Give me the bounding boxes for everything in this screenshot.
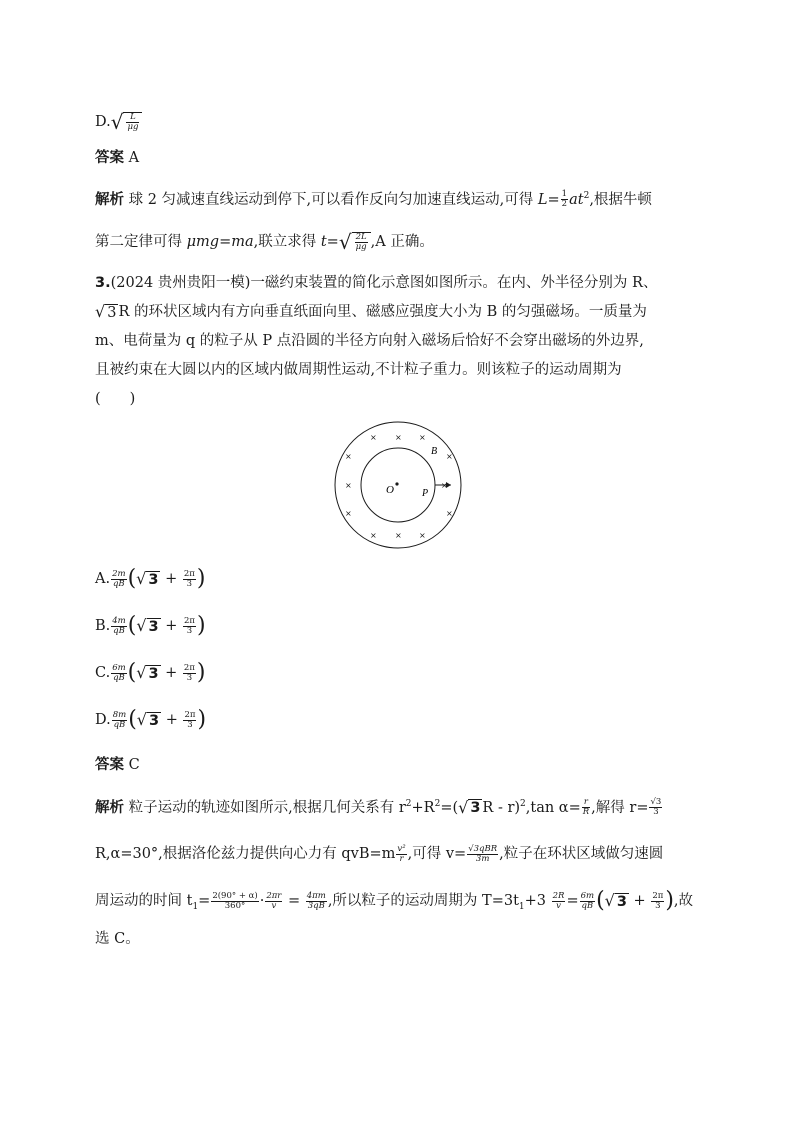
field-marker: × [419, 433, 426, 442]
prev-option-d [95, 112, 142, 132]
field-marker: × [446, 509, 453, 518]
field-label: B [431, 446, 438, 457]
question-3-line-2: √ 3 R 的环状区域内有方向垂直纸面向里、磁感应强度大小为 B 的匀强磁场。一质量为 [95, 302, 647, 321]
answer-1: 答案 A [95, 150, 140, 166]
answer-2: 答案 C [95, 757, 140, 773]
center-label: O [386, 484, 394, 496]
field-marker: × [345, 452, 352, 461]
field-marker: × [395, 531, 402, 540]
analysis-1-line-1: 解析 球 2 匀减速直线运动到停下,可以看作反向匀加速直线运动,可得 L= $\frac{1}{2}$ $at^2$,根据牛顿 [95, 189, 652, 210]
option-a: A. $\frac{2m}{qB}$ (√ 3 + $\frac{2\pi}{3}$ ) [95, 566, 206, 591]
field-marker: × [345, 509, 352, 518]
field-marker: × [395, 433, 402, 442]
question-3-line-5: ( ) [95, 391, 136, 407]
magnetic-ring-figure [333, 420, 463, 550]
field-marker: × [345, 481, 352, 490]
option-b: B. $\frac{4m}{qB}$ (√ 3 + $\frac{2\pi}{3}$ ) [95, 613, 206, 638]
analysis-2-line-2: R,α=30°,根据洛伦兹力提供向心力有 qvB=m $\frac{\text{v²}}{r}$ ,可得 v= $\frac{\text{√3qBR}}{3m}$ ,粒子在环状区域做匀速圆 [95, 843, 664, 864]
analysis-2-line-1: 解析 粒子运动的轨迹如图所示,根据几何关系有 $r^2+R^2=(√$ 3 R - r)$^2$,tan α= $\frac{r}{R}$ ,解得 r= $\frac{√3}{3}$ [95, 797, 662, 818]
sqrt-expression: √ $\frac{L}{\mu g}$ [111, 112, 143, 132]
field-marker: × [419, 531, 426, 540]
option-label: D. [95, 114, 111, 130]
question-3-line-4: 且被约束在大圆以内的区域内做周期性运动,不计粒子重力。则该粒子的运动周期为 [95, 362, 622, 378]
analysis-2-line-3: 周运动的时间 $t_1=$ $\frac{2(90^\circ + \alpha)}{360^\circ}$ · $\frac{2\pi r}{v}$ = $\frac{4\pi m}{3qB}$ ,所以粒子的运动周期为 $T=3t_1+3$ $\frac{2R}{v}$ = $\frac{6m}{qB}$ (√ 3 + $\frac{2\pi}{3}$ ),故 [95, 888, 694, 913]
option-d: D. $\frac{8m}{qB}$ (√ 3 + $\frac{2\pi}{3}$ ) [95, 707, 207, 732]
field-marker: × [446, 452, 453, 461]
question-3-line-3: m、电荷量为 q 的粒子从 P 点沿圆的半径方向射入磁场后恰好不会穿出磁场的外边界, [95, 333, 644, 349]
center-dot [395, 482, 398, 485]
field-marker: × [370, 531, 377, 540]
field-marker: × [441, 481, 448, 490]
point-label: P [422, 488, 429, 499]
field-marker: × [370, 433, 377, 442]
analysis-1-line-2: 第二定律可得 μmg=ma,联立求得 t=√ $\frac{2L}{\mu g}$ ,A 正确。 [95, 230, 434, 254]
option-c: C. $\frac{6m}{qB}$ (√ 3 + $\frac{2\pi}{3}$ ) [95, 660, 206, 685]
question-3-line-1: 3.(2024 贵州贵阳一模)一磁约束装置的简化示意图如图所示。在内、外半径分别为 R、 [95, 275, 658, 291]
analysis-2-line-4: 选 C。 [95, 931, 140, 947]
